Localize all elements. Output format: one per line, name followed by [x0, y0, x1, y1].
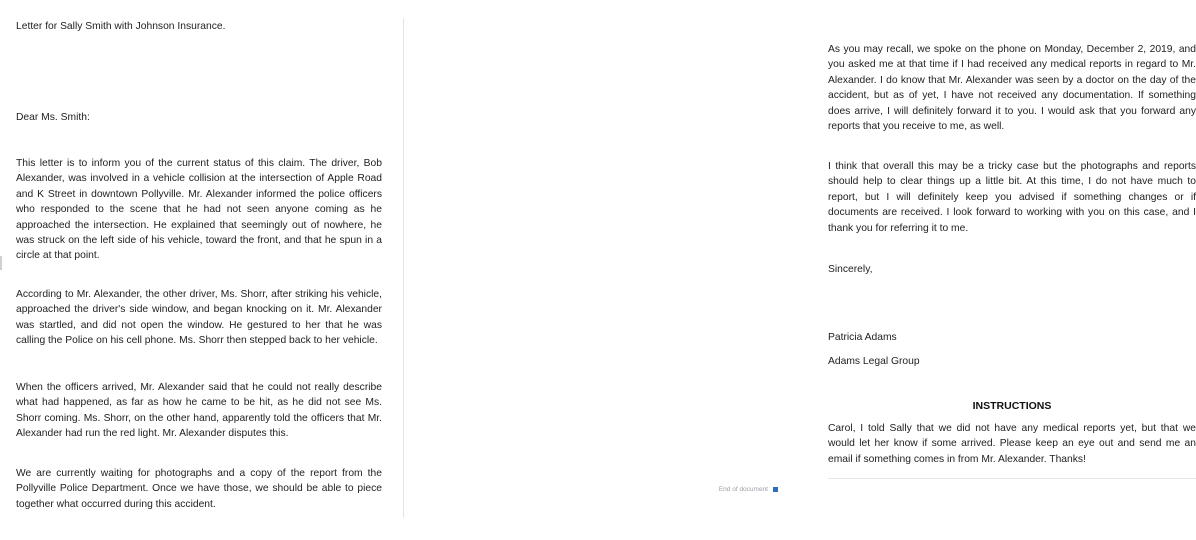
right-page [404, 0, 1196, 540]
body-paragraph-5: As you may recall, we spoke on the phone on Monday, December 2, 2019, and you asked me at that time if I had received any medical reports in regard to Mr. Alexander. I do know that Mr. Alexander was seen by a doctor on the day of the accident, but as of yet, I have not received any documentation. If something does arrive, I will definitely forward it to you. I would ask that you forward any reports that you receive to me, as well. [828, 44, 1196, 133]
closing: Sincerely, [828, 264, 873, 275]
body-paragraph-1: This letter is to inform you of the current status of this claim. The driver, Bob Alexander, was involved in a vehicle collision at the intersection of Apple Road and K Street in downtown Pollyville. Mr. Alexander informed the police officers who responded to the scene that he had not seen anyone coming as he approached the intersection. He explained that seemingly out of nowhere, he was struck on the left side of his vehicle, toward the front, and that he spun in a circle at that point. [16, 158, 382, 262]
body-paragraph-3: When the officers arrived, Mr. Alexander said that he could not really describe what had happened, as far as how he came to be hit, as he did not see Ms. Shorr coming. Ms. Shorr, on the other hand, apparently told the officers that Mr. Alexander had run the red light. Mr. Alexander disputes this. [16, 382, 382, 440]
end-of-document [719, 486, 778, 493]
signer-name: Patricia Adams [828, 332, 897, 343]
end-of-document-label: End of document [718, 486, 768, 493]
salutation: Dear Ms. Smith: [16, 112, 90, 123]
body-paragraph-6: I think that overall this may be a tricky case but the photographs and reports should help to clear things up a little bit. At this time, I do not have much to report, but I will definitely keep you advised if something changes or if documents are received. I look forward to working with you on this case, and I thank you for referring it to me. [828, 161, 1196, 234]
page-edge-marker [0, 256, 2, 270]
instructions-body: Carol, I told Sally that we did not have any medical reports yet, but that we would let her know if some arrived. Please keep an eye out and send me an email if something comes in from Mr. Alexander. Thanks! [828, 423, 1196, 465]
letter-header-line: Letter for Sally Smith with Johnson Insurance. [16, 21, 226, 32]
left-page [0, 0, 403, 540]
end-rule [828, 478, 1196, 479]
signer-organization: Adams Legal Group [828, 356, 920, 367]
body-paragraph-2: According to Mr. Alexander, the other driver, Ms. Shorr, after striking his vehicle, approached the driver's side window, and began knocking on it. Mr. Alexander was startled, and did not open the window. He gestured to her that he was calling the Police on his cell phone. Ms. Shorr then stepped back to her vehicle. [16, 289, 382, 347]
instructions-heading: INSTRUCTIONS [972, 400, 1052, 412]
body-paragraph-4: We are currently waiting for photographs and a copy of the report from the Pollyville Police Department. Once we have those, we should be able to piece together what occurred during this accident. [16, 468, 382, 510]
end-marker-icon [773, 487, 778, 492]
